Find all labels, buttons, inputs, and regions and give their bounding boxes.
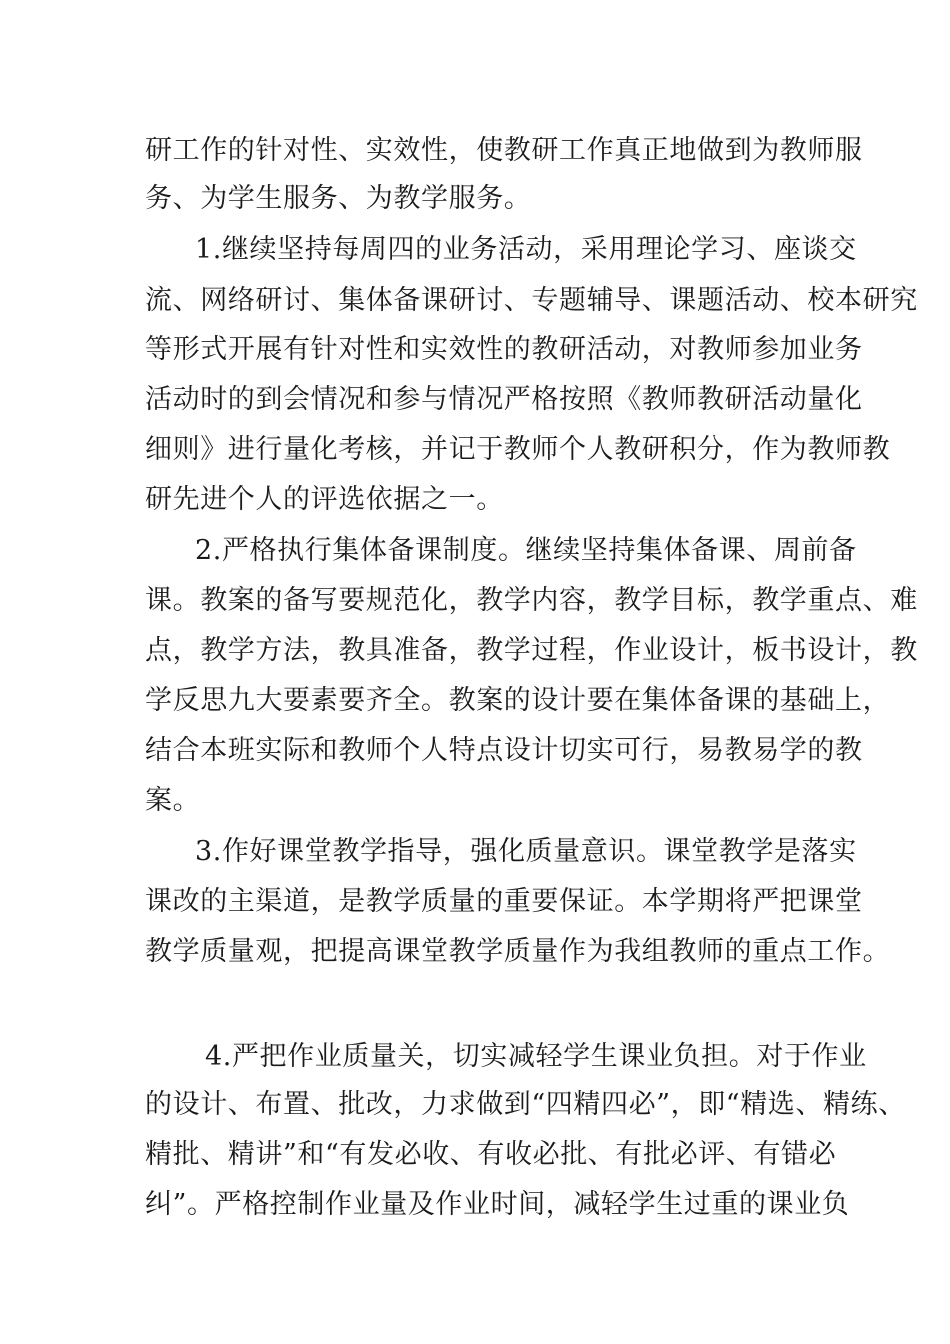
text-line: 活动时的到会情况和参与情况严格按照《教师教研活动量化 [145, 384, 863, 415]
text-line: 课改的主渠道，是教学质量的重要保证。本学期将严把课堂 [145, 886, 863, 917]
text-line: 研先进个人的评选依据之一。 [145, 484, 504, 515]
text-line: 3.作好课堂教学指导，强化质量意识。课堂教学是落实 [195, 836, 857, 867]
text-line: 学反思九大要素要齐全。教案的设计要在集体备课的基础上， [145, 685, 891, 716]
text-line: 教学质量观，把提高课堂教学质量作为我组教师的重点工作。 [145, 936, 891, 967]
text-line: 案。 [145, 785, 201, 816]
text-line: 等形式开展有针对性和实效性的教研活动，对教师参加业务 [145, 334, 863, 365]
text-line: 4.严把作业质量关，切实减轻学生课业负担。对于作业 [205, 1041, 867, 1072]
text-line: 流、网络研讨、集体备课研讨、专题辅导、课题活动、校本研究 [145, 285, 918, 316]
text-line: 纠”。严格控制作业量及作业时间，减轻学生过重的课业负 [145, 1189, 850, 1220]
text-line: 点，教学方法，教具准备，教学过程，作业设计，板书设计，教 [145, 635, 918, 666]
text-line: 务、为学生服务、为教学服务。 [145, 183, 532, 214]
text-line: 精批、精讲”和“有发必收、有收必批、有批必评、有错必 [145, 1139, 837, 1170]
text-line: 1.继续坚持每周四的业务活动，采用理论学习、座谈交 [195, 234, 857, 265]
text-line: 2.严格执行集体备课制度。继续坚持集体备课、周前备 [195, 535, 857, 566]
text-line: 课。教案的备写要规范化，教学内容，教学目标，教学重点、难 [145, 585, 918, 616]
text-line: 细则》进行量化考核，并记于教师个人教研积分，作为教师教 [145, 434, 891, 465]
text-line: 结合本班实际和教师个人特点设计切实可行，易教易学的教 [145, 735, 863, 766]
text-line: 研工作的针对性、实效性，使教研工作真正地做到为教师服 [145, 135, 863, 166]
text-line: 的设计、布置、批改，力求做到“四精四必”，即“精选、精练、 [145, 1089, 906, 1120]
